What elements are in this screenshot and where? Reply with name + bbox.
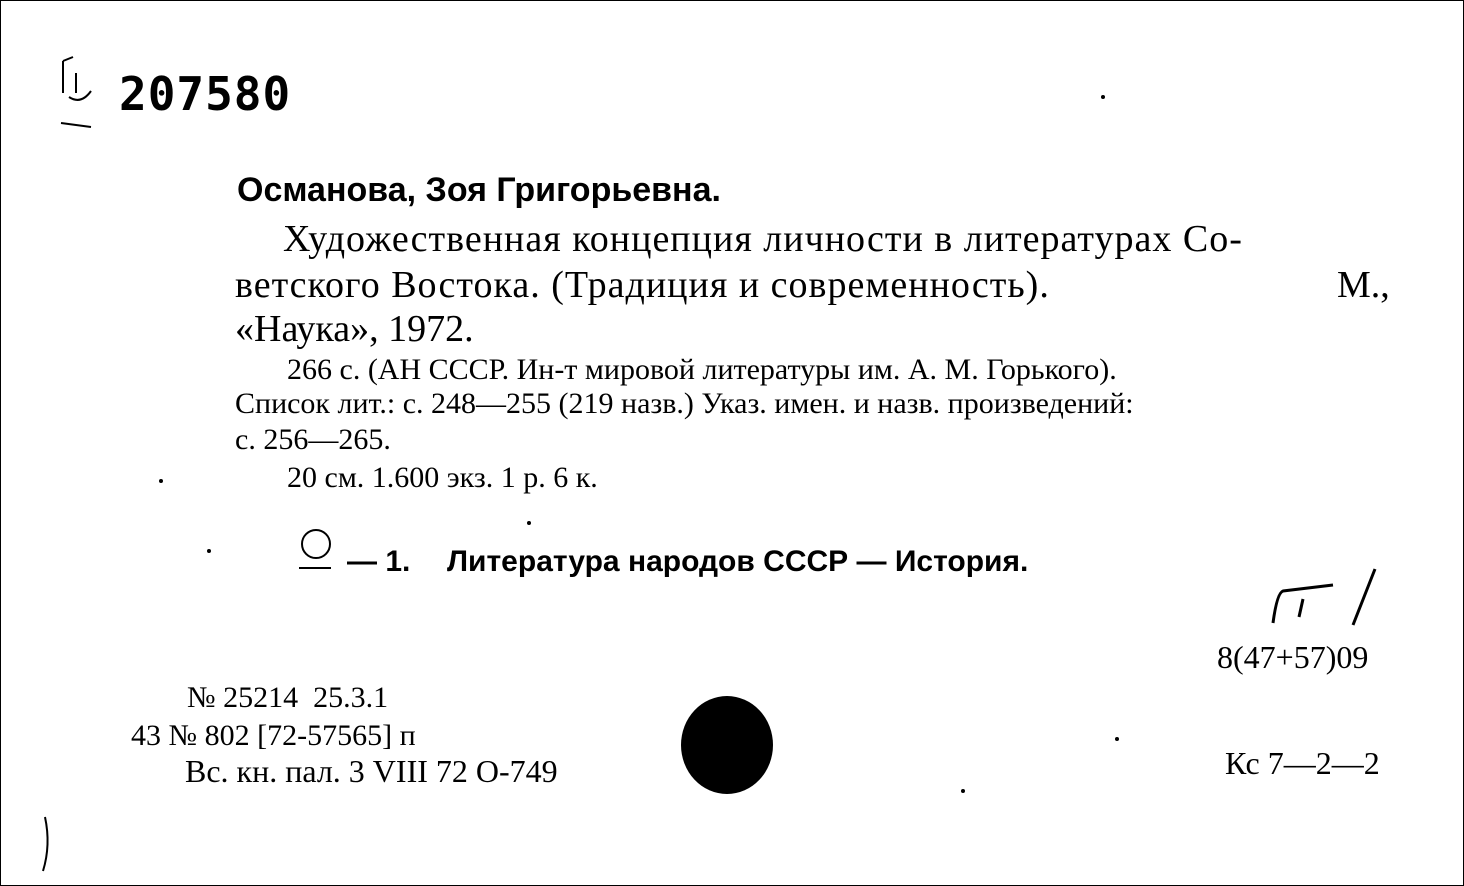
bottom-left-line-2: 43 № 802 [72-57565] п — [131, 719, 416, 752]
subject-heading: Литература народов СССР — История. — [447, 545, 1029, 578]
bottom-right-code: Кс 7—2—2 — [1225, 745, 1380, 781]
author-heading: Османова, Зоя Григорьевна. — [237, 171, 721, 209]
margin-mark — [37, 815, 57, 875]
publication-place: М., — [1337, 264, 1390, 306]
speck — [159, 479, 163, 483]
handwritten-mark — [1263, 563, 1383, 633]
subject-prefix: — 1. — [347, 545, 411, 578]
speck — [207, 549, 211, 553]
title-line-2: ветского Востока. (Традиция и современность). — [235, 264, 1050, 306]
speck — [1101, 95, 1105, 99]
title-line-1: Художественная концепция личности в литературах Со- — [283, 218, 1243, 260]
bottom-left-line-1: № 25214 25.3.1 — [187, 681, 389, 714]
title-line-3: «Наука», 1972. — [235, 308, 474, 350]
speck — [527, 521, 531, 525]
collation-line-1: 266 с. (АН СССР. Ин-т мировой литературы им. А. М. Горького). — [287, 353, 1117, 386]
zero-underline — [299, 567, 331, 569]
speck — [1115, 737, 1119, 741]
punch-hole — [681, 696, 773, 794]
classification-code: 8(47+57)09 — [1217, 639, 1369, 675]
collation-line-2: Список лит.: с. 248—255 (219 назв.) Указ. имен. и назв. произведений: — [235, 387, 1134, 420]
stamp-mark — [51, 53, 121, 133]
bottom-left-line-3: Вс. кн. пал. 3 VIII 72 О-749 — [185, 753, 558, 789]
zero-symbol — [301, 529, 331, 559]
collation-line-3: с. 256—265. — [235, 423, 391, 456]
speck — [961, 789, 965, 793]
card-number: 207580 — [119, 67, 292, 121]
collation-line-4: 20 см. 1.600 экз. 1 р. 6 к. — [287, 461, 598, 494]
